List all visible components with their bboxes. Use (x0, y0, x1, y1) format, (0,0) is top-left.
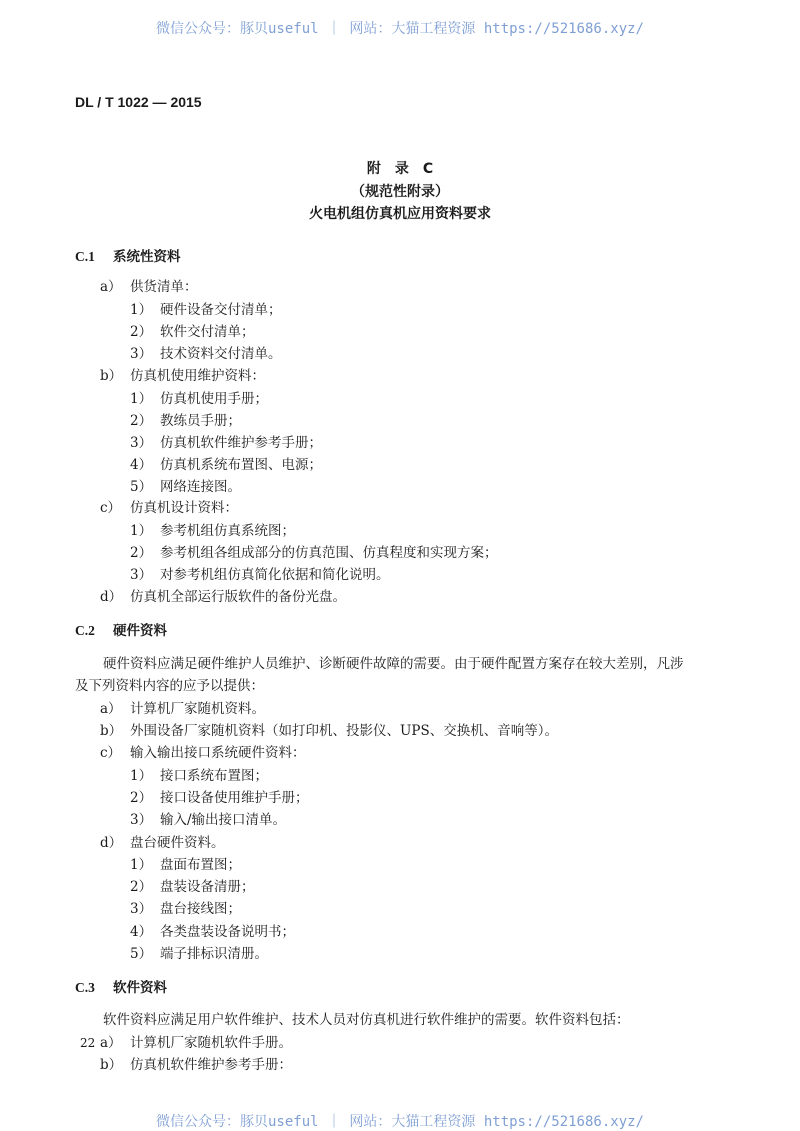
list-item (130, 786, 309, 806)
list-label: 3） (130, 346, 153, 362)
line-text: 外围设备厂家随机资料（如打印机、投影仪、UPS、交换机、音响等）。 (130, 723, 558, 739)
list-item (100, 1053, 292, 1073)
list-item (130, 897, 241, 917)
line-text: 硬件资料应满足硬件维护人员维护、诊断硬件故障的需要。由于硬件配置方案存在较大差别，凡涉 (103, 656, 684, 672)
list-label: 3） (130, 435, 153, 451)
list-item (100, 585, 346, 605)
section-number: C.2 (75, 623, 95, 638)
list-label: d） (100, 835, 123, 851)
list-item (130, 298, 282, 318)
line-text: 硬件资料 (113, 623, 167, 639)
appendix-type: （规范性附录） (351, 184, 449, 200)
list-label: 3） (130, 812, 153, 828)
list-item (130, 409, 241, 429)
line-text: 及下列资料内容的应予以提供： (75, 678, 264, 694)
line-text: 硬件设备交付清单； (160, 302, 282, 318)
line-text: 盘台硬件资料。 (130, 835, 225, 851)
paragraph-line (103, 652, 684, 672)
section-heading (75, 976, 167, 996)
appendix-title: 附 录 C (366, 161, 434, 177)
list-item (100, 275, 198, 295)
list-label: 2） (130, 879, 153, 895)
list-item (100, 741, 306, 761)
list-label: a） (100, 1035, 122, 1051)
list-item (130, 519, 295, 539)
line-text: 软件资料应满足用户软件维护、技术人员对仿真机进行软件维护的需要。软件资料包括： (103, 1012, 630, 1028)
paragraph-line (75, 674, 264, 694)
list-item (100, 496, 238, 516)
list-item (130, 431, 322, 451)
list-label: 4） (130, 457, 153, 473)
standard-code: DL / T 1022 — 2015 (75, 94, 202, 110)
list-item (100, 364, 265, 384)
line-text: 技术资料交付清单。 (160, 346, 282, 362)
list-label: a） (100, 701, 122, 717)
list-item (100, 697, 265, 717)
list-label: b） (100, 368, 123, 384)
list-item (130, 920, 295, 940)
list-item (130, 808, 286, 828)
list-label: 2） (130, 545, 153, 561)
list-item (130, 875, 255, 895)
watermark-top: 微信公众号：豚贝useful ｜ 网站：大猫工程资源 https://521686.xyz/ (155, 21, 644, 37)
list-label: 1） (130, 523, 153, 539)
line-text: 仿真机使用手册； (160, 391, 268, 407)
appendix-name: 火电机组仿真机应用资料要求 (309, 206, 491, 222)
list-label: 3） (130, 901, 153, 917)
line-text: 接口设备使用维护手册； (160, 790, 309, 806)
list-item (100, 1031, 292, 1051)
line-text: 教练员手册； (160, 413, 241, 429)
list-item (130, 853, 241, 873)
line-text: 仿真机使用维护资料： (130, 368, 265, 384)
list-item (130, 387, 268, 407)
section-number: C.3 (75, 980, 95, 995)
line-text: 盘台接线图； (160, 901, 241, 917)
line-text: 计算机厂家随机软件手册。 (130, 1035, 292, 1051)
list-item (130, 764, 268, 784)
list-label: 1） (130, 302, 153, 318)
list-label: 2） (130, 790, 153, 806)
line-text: 仿真机设计资料： (130, 500, 238, 516)
line-text: 网络连接图。 (160, 479, 241, 495)
line-text: 输入输出接口系统硬件资料： (130, 745, 306, 761)
list-item (130, 475, 241, 495)
line-text: 盘面布置图； (160, 857, 241, 873)
list-label: a） (100, 279, 122, 295)
list-label: 1） (130, 391, 153, 407)
list-item (100, 719, 558, 739)
list-label: 5） (130, 479, 153, 495)
line-text: 仿真机软件维护参考手册： (130, 1057, 292, 1073)
line-text: 各类盘装设备说明书； (160, 924, 295, 940)
list-label: 4） (130, 924, 153, 940)
list-label: b） (100, 723, 123, 739)
line-text: 输入/输出接口清单。 (160, 812, 287, 828)
line-text: 盘装设备清册； (160, 879, 255, 895)
line-text: 供货清单： (130, 279, 198, 295)
list-label: 5） (130, 946, 153, 962)
line-text: 仿真机全部运行版软件的备份光盘。 (130, 589, 346, 605)
list-label: b） (100, 1057, 123, 1073)
section-heading (75, 245, 181, 265)
section-number: C.1 (75, 249, 95, 264)
line-text: 仿真机系统布置图、电源； (160, 457, 322, 473)
list-item (100, 831, 225, 851)
list-label: 2） (130, 413, 153, 429)
line-text: 计算机厂家随机资料。 (130, 701, 265, 717)
line-text: 系统性资料 (113, 249, 181, 265)
list-label: c） (100, 500, 122, 516)
list-label: d） (100, 589, 123, 605)
line-text: 参考机组各组成部分的仿真范围、仿真程度和实现方案； (160, 545, 498, 561)
line-text: 对参考机组仿真简化依据和简化说明。 (160, 567, 390, 583)
list-label: 1） (130, 857, 153, 873)
watermark-bottom: 微信公众号：豚贝useful ｜ 网站：大猫工程资源 https://521686.xyz/ (155, 1114, 644, 1130)
line-text: 软件资料 (113, 980, 167, 996)
list-label: 3） (130, 567, 153, 583)
list-label: 1） (130, 768, 153, 784)
line-text: 端子排标识清册。 (160, 946, 268, 962)
line-text: 参考机组仿真系统图； (160, 523, 295, 539)
list-item (130, 942, 268, 962)
list-item (130, 563, 390, 583)
list-item (130, 320, 255, 340)
list-item (130, 453, 322, 473)
paragraph-line (103, 1008, 630, 1028)
line-text: 仿真机软件维护参考手册； (160, 435, 322, 451)
page-number: 22 (80, 1036, 96, 1050)
list-label: c） (100, 745, 122, 761)
list-item (130, 342, 282, 362)
line-text: 软件交付清单； (160, 324, 255, 340)
line-text: 接口系统布置图； (160, 768, 268, 784)
list-label: 2） (130, 324, 153, 340)
section-heading (75, 619, 167, 639)
list-item (130, 541, 498, 561)
